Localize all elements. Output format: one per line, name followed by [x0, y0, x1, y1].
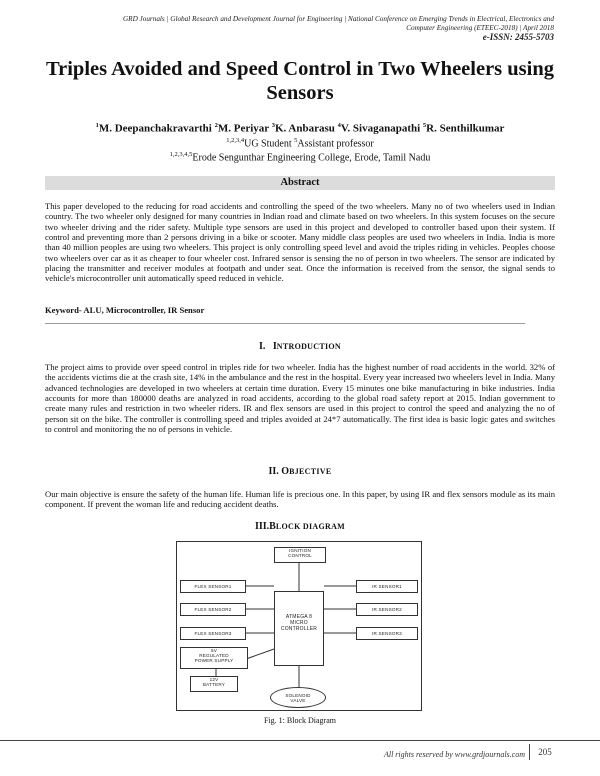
header-line-1: GRD Journals | Global Research and Development Journal for Engineering | National Conference on Emerging Trends in Electrical, Electronics and: [122, 15, 554, 23]
affiliation-institution: $^{1,2,3,4,5}$Erode Sengunthar Engineering College, Erode, Tamil Nadu: [169, 151, 431, 164]
abstract-heading: Abstract: [45, 176, 555, 190]
ir-sensor-1-block: IR SENSOR1: [356, 580, 418, 593]
microcontroller-block: ATMEGA 8 MICRO CONTROLLER: [274, 591, 324, 666]
solenoid-valve-block: SOLENOID VALVE: [270, 687, 326, 708]
section-heading-block-diagram: III.BLOCK DIAGRAM: [254, 521, 345, 532]
battery-block: 12V BATTERY: [190, 676, 238, 692]
divider: [45, 323, 525, 324]
ir-sensor-2-block: IR SENSOR2: [356, 603, 418, 616]
affiliation-role: $^{1,2,3,4}$UG Student $^5$Assistant professor: [226, 137, 374, 150]
ir-sensor-3-block: IR SENSOR3: [356, 627, 418, 640]
flex-sensor-1-block: FLEX SENSOR1: [180, 580, 246, 593]
page-number: 205: [529, 744, 560, 760]
author-3: K. Anbarasu: [274, 122, 335, 135]
header-line-2: Computer Engineering (ETEEC-2018) | April 2018: [406, 24, 554, 32]
section-heading-objective: II. OBJECTIVE: [268, 466, 332, 477]
flex-sensor-2-block: FLEX SENSOR2: [180, 603, 246, 616]
author-4: V. Sivaganapathi: [340, 122, 421, 135]
author-2: M. Periyar: [217, 122, 269, 135]
section-heading-introduction: I. INTRODUCTION: [258, 341, 341, 352]
block-diagram: [176, 541, 422, 711]
objective-text: Our main objective is ensure the safety of the human life. Human life is precious one. In this paper, by using IR and flex sensors module as its main component. If prevent the woman life and reducing accident deaths.: [45, 489, 555, 510]
paper-title: Triples Avoided and Speed Control in Two Wheelers using Sensors: [45, 58, 555, 104]
author-5: R. Senthilkumar: [426, 122, 505, 135]
figure-caption: Fig. 1: Block Diagram: [264, 716, 336, 725]
power-supply-block: 5V REGULATED POWER SUPPLY: [180, 647, 248, 669]
abstract-text: This paper developed to the reducing for road accidents and controlling the speed of the two wheelers. Many no of two wheelers used in Indian country. The two wheeler only designed for many countries in Indian road and climate based on two wheelers. In this system focuses on the secure two wheeler driving and the rider safety. Multiple type sensors are used in this project and developed to controller based upon their system. If control and preventing more than 2 persons driving in a bike or scooter. Many middle class peoples are used two wheelers in India. India is more than 40 million peoples are using two wheelers. This project is only controlling speed level and avoid the triples riding in vehicles. Peoples choose two wheelers over car as it as cheaper to four wheeler cost. Infrared sensor is sensing the no of person in two wheelers. The sensor are indicated by placing the transmitter and receiver modules at footpath and under seat. Once the information is received from the sensor, the signal sends to vehicle's microcontroller unit automatically speed reduced in vehicle.: [45, 201, 555, 284]
footer-rights: All rights reserved by www.grdjournals.com: [383, 750, 525, 759]
introduction-text: The project aims to provide over speed control in triples ride for two wheeler. India has the highest number of road accidents in the world. 32% of the accidents victims die at the crash site, 14% in the ambulance and the rest in the hospital. Every year increased two wheelers level in India. Many advanced technologies are developed in two wheelers at certain time duration. Every 15 minutes one bike manufacturing in bike industries. India accounts for more than 180000 deaths are analyzed in road accidents, according to the global road safety report at 2015. Indian government to create many rules and restriction in two wheeler riders. IR and flex sensors are used in this project to control the speed and analyzing the no of person sit on the bike. The controller is controlling speed and triples avoided at 24*7 automatically. The first idea is basic logic gates and switches to control and monitoring the no of persons in vehicle.: [45, 362, 555, 435]
footer-rule: [0, 740, 600, 741]
journal-header: [60, 15, 554, 42]
author-1: M. Deepanchakravarthi: [98, 122, 212, 135]
header-issn: e-ISSN: 2455-5703: [482, 32, 554, 42]
flex-sensor-3-block: FLEX SENSOR3: [180, 627, 246, 640]
keywords: Keyword- ALU, Microcontroller, IR Sensor: [45, 305, 205, 315]
author-list: $^1$M. Deepanchakravarthi $^2$M. Periyar $^3$K. Anbarasu $^4$V. Sivaganapathi $^5$R. Senthilkumar: [95, 122, 505, 135]
ignition-control-block: IGNITION CONTROL: [274, 547, 326, 563]
